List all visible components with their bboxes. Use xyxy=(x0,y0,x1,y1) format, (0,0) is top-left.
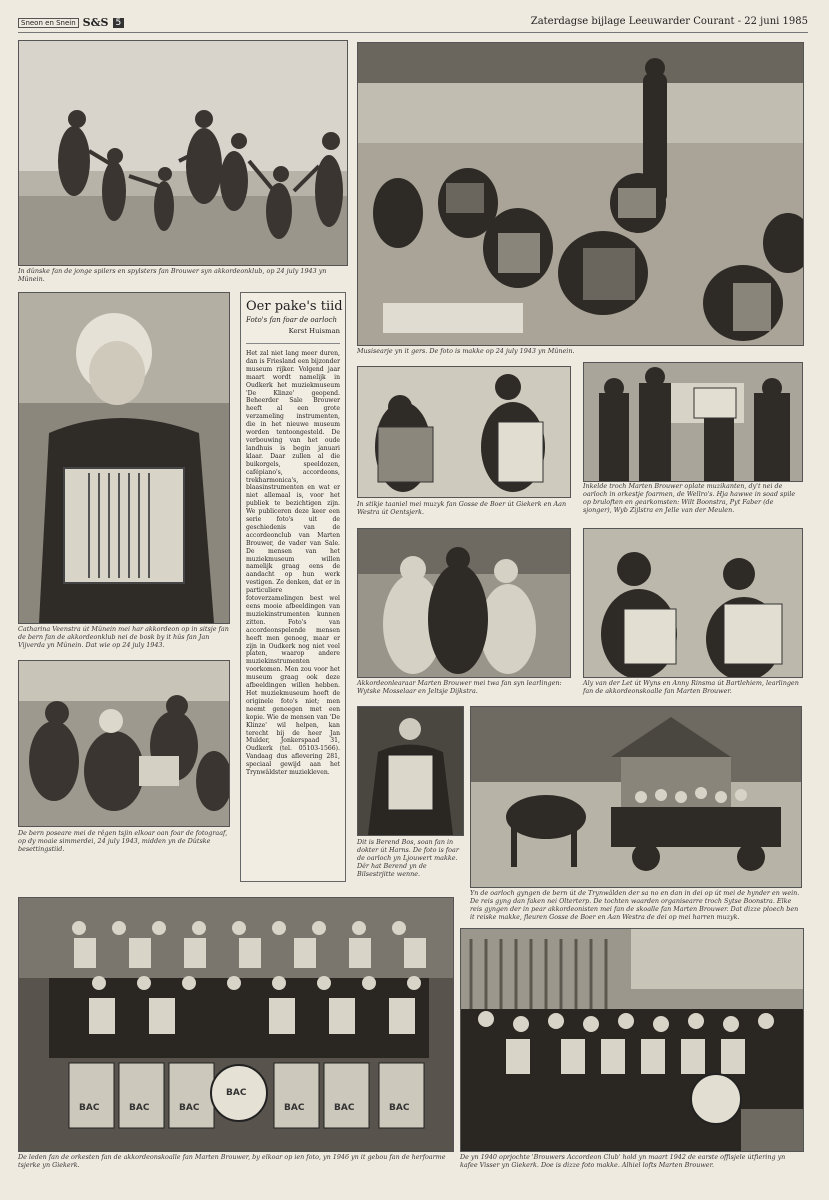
section-label: Sneon en Snein xyxy=(18,18,79,28)
caption-wellros: Inkelde troch Marten Brouwer oplate muzikanten, dy't nei de oarloch in orkestje foarmen, de Wellro's. Hja hawwe in soad spile op bruloften en gearkomsten: Wilt Boonstra, Pyt Faber (de sjonger), Wyb Zijlstra en Jelle van der Meulen. xyxy=(583,482,796,514)
article-rule xyxy=(246,343,340,344)
photo-trio xyxy=(357,366,571,498)
bac-badge: BAC xyxy=(389,1103,410,1113)
article-author: Kerst Huisman xyxy=(288,327,340,335)
photo-catharina xyxy=(18,292,230,624)
page-header xyxy=(18,14,808,33)
bac-badge: BAC xyxy=(284,1103,305,1113)
caption-berend: Dit is Berend Bos, soan fan in dokter út Harns. De foto is foar de oarloch yn Ljouwert makke. Dêr hat Berend yn de Bilsestrjitte wenne. xyxy=(357,838,459,878)
photo-club xyxy=(460,928,804,1152)
caption-club: De yn 1940 oprjochte 'Brouwers Accordeon Club' hold yn maart 1942 de earste offisjele útfiering yn kafee Visser yn Giekerk. Doe is dizze foto makke. Alhiel lofts Marten Brouwer. xyxy=(460,1153,786,1169)
publication-line: Zaterdagse bijlage Leeuwarder Courant - 22 juni 1985 xyxy=(530,16,808,27)
bac-badge: BAC xyxy=(226,1088,247,1098)
photo-teacher xyxy=(357,528,571,678)
bac-badge: BAC xyxy=(129,1103,150,1113)
caption-trio: In stikje taaniel mei muzyk fan Gosse de Boer út Giekerk en Aan Westra út Oentsjerk. xyxy=(357,500,567,516)
caption-wagon: Yn de oarloch gyngen de bern út de Trynwâlden der sa no en dan in dei op út mei de hynder en wein. De reis gyng dan faken nei Olterterp. De tochten waarden organisearre troch Sytse Boonstra. Elke reis gyngen der in pear akkordeonisten mei fan de skoalle fan Marten Brouwer. Dat dizze ploech ben it reiske makke, fleuren Gosse de Boer en Aan Westra de dei op mei harren muzyk. xyxy=(470,889,800,921)
bac-badge: BAC xyxy=(179,1103,200,1113)
article-title: Oer pake's tiid xyxy=(246,299,343,314)
article-box xyxy=(240,292,346,882)
header-left xyxy=(18,16,124,29)
article-body: Het zal niet lang meer duren, dan is Friesland een bijzonder museum rijker. Volgend jaar maart wordt namelijk in Oudkerk het muziekmuseum 'De Klinze' geopend. Beheerder Sale Brouwer heeft al een grote verzameling instrumenten, die in het nieuwe museum worden tentoongesteld. De verbouwing van het oude landhuis is begin januari klaar. Daar zullen al die buikorgels, speeldozen, cafépiano's, accordeons, trekharmonica's, blaasinstrumenten en wat er niet allemaal is, voor het publiek te bezichtigen zijn. We publiceren deze keer een serie foto's uit de geschiedenis van de accordeonclub van Marten Brouwer, de vader van Sale. De mensen van het muziekmuseum willen namelijk graag eens de aandacht op hun werk vestigen. Ze denken, dat er in particuliere fotoverzamelingen best wel eens mooie afbeeldingen van muziekinstrumenten kunnen zitten. Foto's van accordeonspelende mensen heeft men genoeg, maar er zijn in Oudkerk nog niet veel platen, waarop andere muziekinstrumenten voorkomen. Men zou voor het museum graag ook deze afbeeldingen willen hebben. Het muziekmuseum hoeft de originele foto's niet; men neemt genoegen met een kopie. Wie de mensen van 'De Klinze' wil helpen, kan terecht bij de heer Jan Mulder, Jonkerspaad 31, Oudkerk (tel. 05103-1566). Vandaag dus aflevering 281, speciaal gewijd aan het Trynwâldster muziekleven. xyxy=(246,350,340,777)
bac-badge: BAC xyxy=(334,1103,355,1113)
ss-logo: S&S xyxy=(82,16,109,29)
photo-wagon xyxy=(470,706,802,888)
bac-badge: BAC xyxy=(79,1103,100,1113)
caption-grass: Musisearje yn it gers. De foto is makke op 24 july 1943 yn Mûnein. xyxy=(357,347,575,355)
caption-catharina: Catharina Veenstra út Mûnein mei har akkordeon op in sitsje fan de bern fan de akkordeonklub nei de bosk by it hûs fan Jan Vijverda yn Mûnein. Dat wie op 24 july 1943. xyxy=(18,625,229,649)
photo-orchestra xyxy=(18,897,454,1152)
photo-children xyxy=(18,660,230,827)
photo-girls xyxy=(583,528,803,678)
photo-wellros xyxy=(583,362,803,482)
caption-teacher: Akkordeonlearaar Marten Brouwer mei twa fan syn learlingen: Wytske Mosselaar en Jeltsje Dijkstra. xyxy=(357,679,562,695)
photo-grass xyxy=(357,42,804,346)
photo-berend xyxy=(357,706,464,836)
caption-orchestra: De leden fan de orkesten fan de akkordeonskoalle fan Marten Brouwer, by elkoar op ien foto, yn 1946 yn it gebou fan de herfoarme tsjerke yn Giekerk. xyxy=(18,1153,446,1169)
photo-dance xyxy=(18,40,348,266)
caption-children: De bern poseare mei de rêgen tsjin elkoar oan foar de fotograaf, op dy moaie simmerdei, 24 july 1943, midden yn de Dûtske besettingstiid. xyxy=(18,829,228,853)
page-number: 5 xyxy=(113,18,125,28)
article-subtitle: Foto's fan foar de oarloch xyxy=(246,316,337,324)
caption-dance: In dûnske fan de jonge spilers en spylsters fan Brouwer syn akkordeonklub, op 24 july 1943 yn Mûnein. xyxy=(18,267,327,283)
caption-girls: Aly van der Let út Wyns en Anny Rinsma út Bartlehiem, learlingen fan de akkordeonskoalle fan Marten Brouwer. xyxy=(583,679,799,695)
